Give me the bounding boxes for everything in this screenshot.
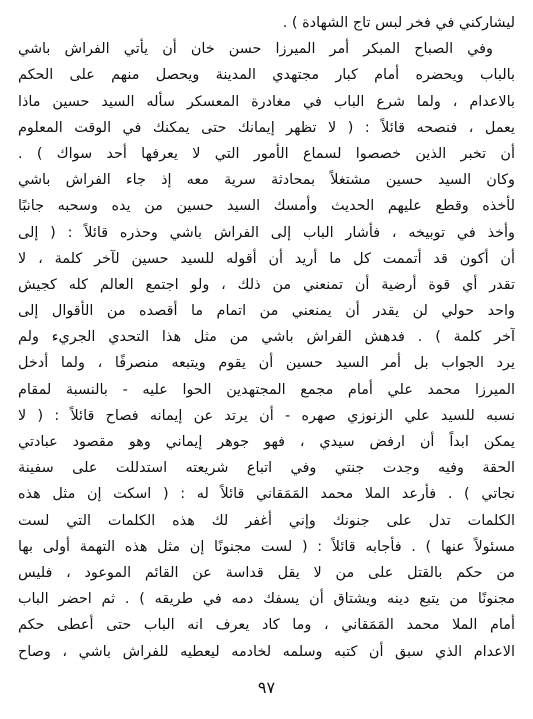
text-line: أن تخبر الذين خصصوا لسماع الأمور التي لا يعرفها أحد سواك ) . <box>18 145 515 162</box>
text-line: وكان السيد حسين مشتغلاً بمحادثة سرية معه إذ جاء الفراش باشي <box>18 172 515 189</box>
text-line: واحد حولي لن يقدر أن يمنعني من اتمام ما أقصده من الأقوال إلى <box>18 303 515 320</box>
text-line: وفي الصباح المبكر أمر الميرزا حسن خان أن يأتي الفراش باشي <box>18 41 493 58</box>
text-line: لأخذه وقطع عليهم الحديث وأمسك السيد حسين من يده وسحبه جانبًا <box>18 198 515 215</box>
text-line: مجنونًا من يتبع دينه ويشتاق أن يسفك دمه في طريقه ) . ثم احضر الباب <box>18 591 515 608</box>
text-line: مسئولاً عنها ) . فأجابه قائلاً : ( لست مجنونًا إن مثل هذه التهمة أولى بها <box>18 538 515 555</box>
text-line: الميرزا محمد علي أمام مجمع المجتهدين الحوا عليه - بالنسبة لمقام <box>18 381 515 398</box>
text-line: آخر كلمة ) . فدهش الفراش باشي من مثل هذا التحدي الجريء ولم <box>18 329 515 346</box>
text-line: بالاعدام ، ولما شرع الباب في مغادرة المعسكر سأله السيد حسين ماذا <box>18 93 515 110</box>
text-line: يرد الجواب بل أمر السيد حسين أن يقوم ويتبعه منصرفًا ، ولما أدخل <box>18 355 515 372</box>
page-number: ٩٧ <box>257 678 276 697</box>
text-line: أن أكون قد أتممت كل ما أريد أن أقوله للسيد حسين لآخر كلمة ، لا <box>18 250 515 267</box>
text-line: أمام الملا محمد المَمَقاني ، وما كاد يعرف انه الباب حتى أعطى حكم <box>18 617 515 634</box>
text-line: بالباب ويحضره أمام كبار مجتهدي المدينة ويحصل منهم على الحكم <box>18 67 515 84</box>
text-line: يعمل ، فنصحه قائلاً : ( لا تظهر إيمانك حتى يمكنك في الوقت المعلوم <box>18 119 515 136</box>
text-line: تقدر أي قوة أرضية أن تمنعني من ذلك ، ولو اجتمع العالم كله كجيش <box>18 276 515 293</box>
text-line: ليشاركني في فخر لبس تاج الشهادة ) . <box>282 15 515 31</box>
text-line: نجاتي ) . فأرعد الملا محمد المَمَقاني قائلاً له : ( اسكت إن مثل هذه <box>18 486 515 503</box>
text-line: الحقة وفيه وجدت جنتي وفي اتباع شريعته استدللت على سفينة <box>18 460 515 477</box>
text-line: وأخذ في توبيخه ، فأشار الباب إلى الفراش باشي وحذره قائلاً : ( إلى <box>18 224 515 241</box>
body-text <box>18 10 515 665</box>
text-line: الاعدام الذي سبق أن كتبه وسلمه لخادمه ليعطيه للفراش باشي ، وصاح <box>18 643 515 660</box>
text-line: نسبه للسيد علي الزنوزي صهره - أن يرتد عن إيمانه فصاح قائلاً : ( لا <box>18 407 515 424</box>
text-line: الكلمات تدل على جنونك وإني أغفر لك هذه الكلمات التي لست <box>18 512 515 529</box>
text-line: من حكم بالقتل على من لا يقل قداسة عن القائم الموعود ، فليس <box>18 564 515 581</box>
text-line: يمكن ابداً أن ارفض سيدي ، فهو جوهر إيماني وهو مقصود عبادتي <box>18 434 515 450</box>
